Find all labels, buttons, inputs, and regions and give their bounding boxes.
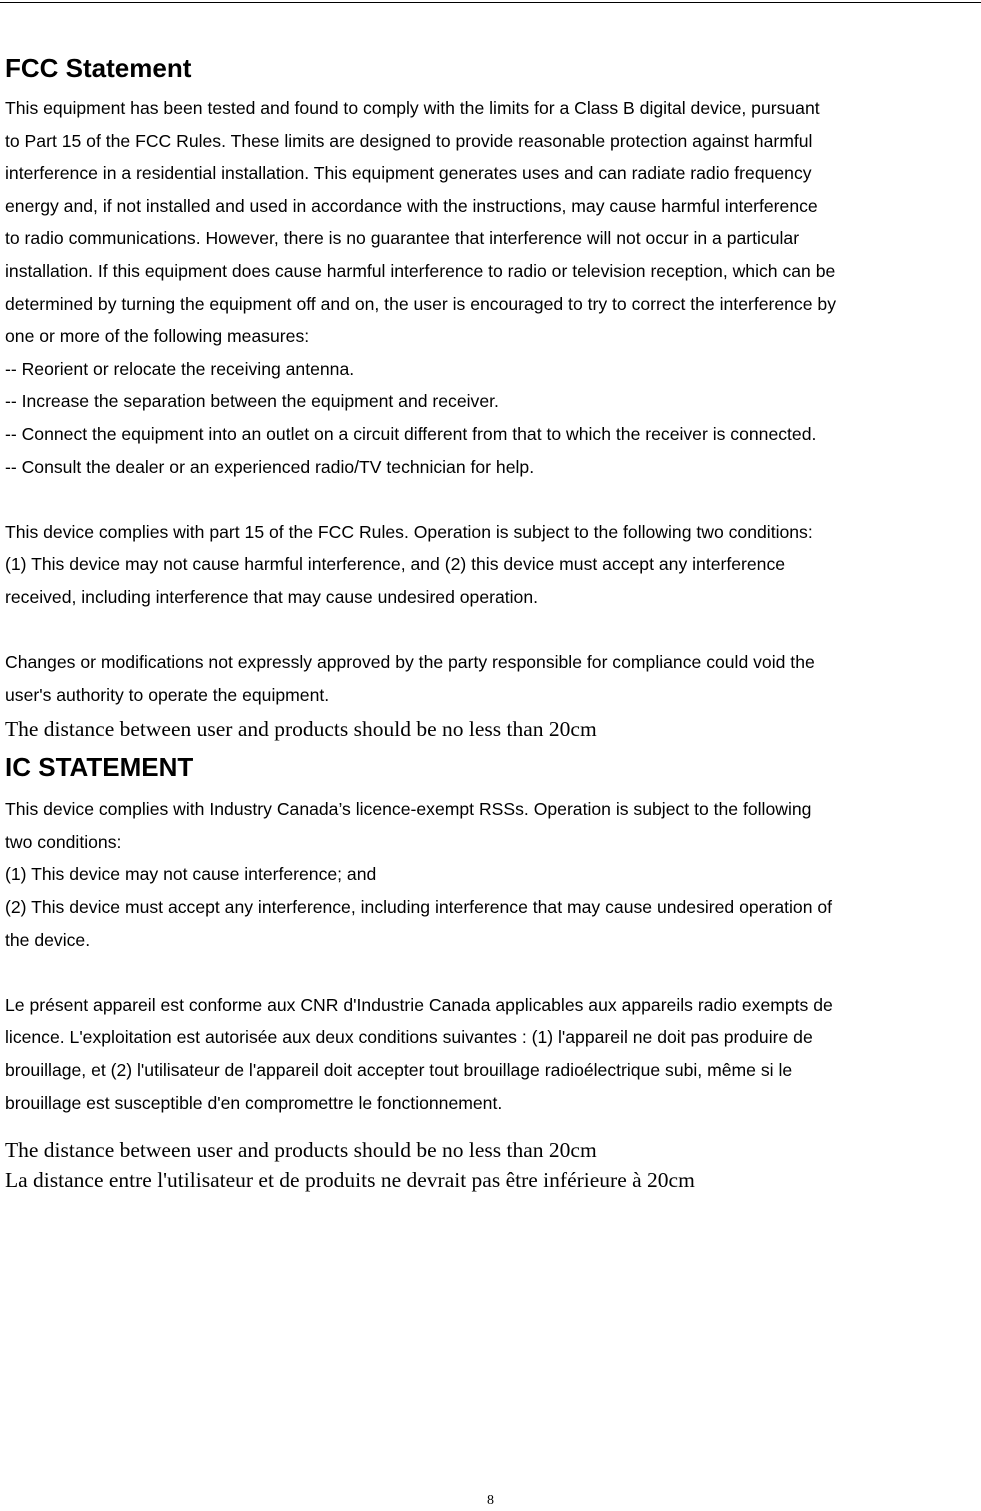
fcc-changes-paragraph bbox=[5, 646, 981, 711]
text-line: brouillage est susceptible d'en compromettre le fonctionnement. bbox=[5, 1092, 503, 1113]
text-line: Le présent appareil est conforme aux CNR d'Industrie Canada applicables aux appareils radio exempts de bbox=[5, 994, 833, 1015]
text-line: user's authority to operate the equipment. bbox=[5, 684, 330, 705]
paragraph-spacer bbox=[5, 956, 981, 989]
text-line: This equipment has been tested and found to comply with the limits for a Class B digital device, pursuant bbox=[5, 98, 820, 118]
paragraph-spacer bbox=[5, 483, 981, 516]
ic-distance-note-french: La distance entre l'utilisateur et de produits ne devrait pas être inférieure à 20cm bbox=[5, 1168, 695, 1193]
measure-item: -- Consult the dealer or an experienced radio/TV technician for help. bbox=[5, 456, 535, 477]
text-line: This device complies with part 15 of the FCC Rules. Operation is subject to the following two conditions: bbox=[5, 521, 813, 542]
ic-distance-notes bbox=[5, 1135, 981, 1195]
text-line: two conditions: bbox=[5, 831, 122, 852]
text-line: (2) This device must accept any interference, including interference that may cause undesired operation of bbox=[5, 897, 833, 918]
fcc-distance-note: The distance between user and products should be no less than 20cm bbox=[5, 717, 597, 742]
text-line: licence. L'exploitation est autorisée aux deux conditions suivantes : (1) l'appareil ne doit pas produire de bbox=[5, 1027, 813, 1048]
ic-french-paragraph bbox=[5, 989, 981, 1119]
fcc-measures-list bbox=[5, 353, 981, 483]
measure-item: -- Increase the separation between the equipment and receiver. bbox=[5, 391, 499, 412]
text-line: This device complies with Industry Canada’s licence-exempt RSSs. Operation is subject to the following bbox=[5, 799, 812, 820]
page-number: 8 bbox=[487, 1493, 494, 1508]
document-body bbox=[5, 52, 981, 1195]
text-line: brouillage, et (2) l'utilisateur de l'appareil doit accepter tout brouillage radioélectrique subi, même si le bbox=[5, 1060, 793, 1081]
text-line: (1) This device may not cause harmful interference, and (2) this device must accept any interference bbox=[5, 554, 786, 575]
paragraph-spacer bbox=[5, 614, 981, 647]
text-line: energy and, if not installed and used in accordance with the instructions, may cause harmful interference bbox=[5, 195, 818, 216]
text-line: interference in a residential installation. This equipment generates uses and can radiate radio frequency bbox=[5, 163, 812, 184]
ic-compliance-paragraph bbox=[5, 793, 981, 956]
text-line: to Part 15 of the FCC Rules. These limits are designed to provide reasonable protection against harmful bbox=[5, 130, 813, 151]
text-line: the device. bbox=[5, 929, 91, 950]
measure-item: -- Reorient or relocate the receiving antenna. bbox=[5, 358, 355, 379]
fcc-compliance-paragraph bbox=[5, 92, 981, 353]
measure-item: -- Connect the equipment into an outlet on a circuit different from that to which the receiver is connected. bbox=[5, 423, 817, 444]
text-line: installation. If this equipment does cause harmful interference to radio or television reception, which can be bbox=[5, 260, 836, 281]
text-line: (1) This device may not cause interference; and bbox=[5, 864, 377, 885]
text-line: determined by turning the equipment off and on, the user is encouraged to try to correct the interference by bbox=[5, 293, 836, 314]
fcc-part15-paragraph bbox=[5, 516, 981, 614]
text-line: to radio communications. However, there is no guarantee that interference will not occur in a particular bbox=[5, 228, 800, 249]
text-line: Changes or modifications not expressly approved by the party responsible for compliance could void the bbox=[5, 652, 815, 673]
text-line: one or more of the following measures: bbox=[5, 326, 310, 347]
top-rule bbox=[0, 2, 981, 3]
text-line: received, including interference that may cause undesired operation. bbox=[5, 586, 539, 607]
fcc-statement-heading: FCC Statement bbox=[5, 53, 192, 83]
ic-statement-heading: IC STATEMENT bbox=[5, 752, 194, 783]
ic-distance-note-english: The distance between user and products should be no less than 20cm bbox=[5, 1138, 597, 1163]
